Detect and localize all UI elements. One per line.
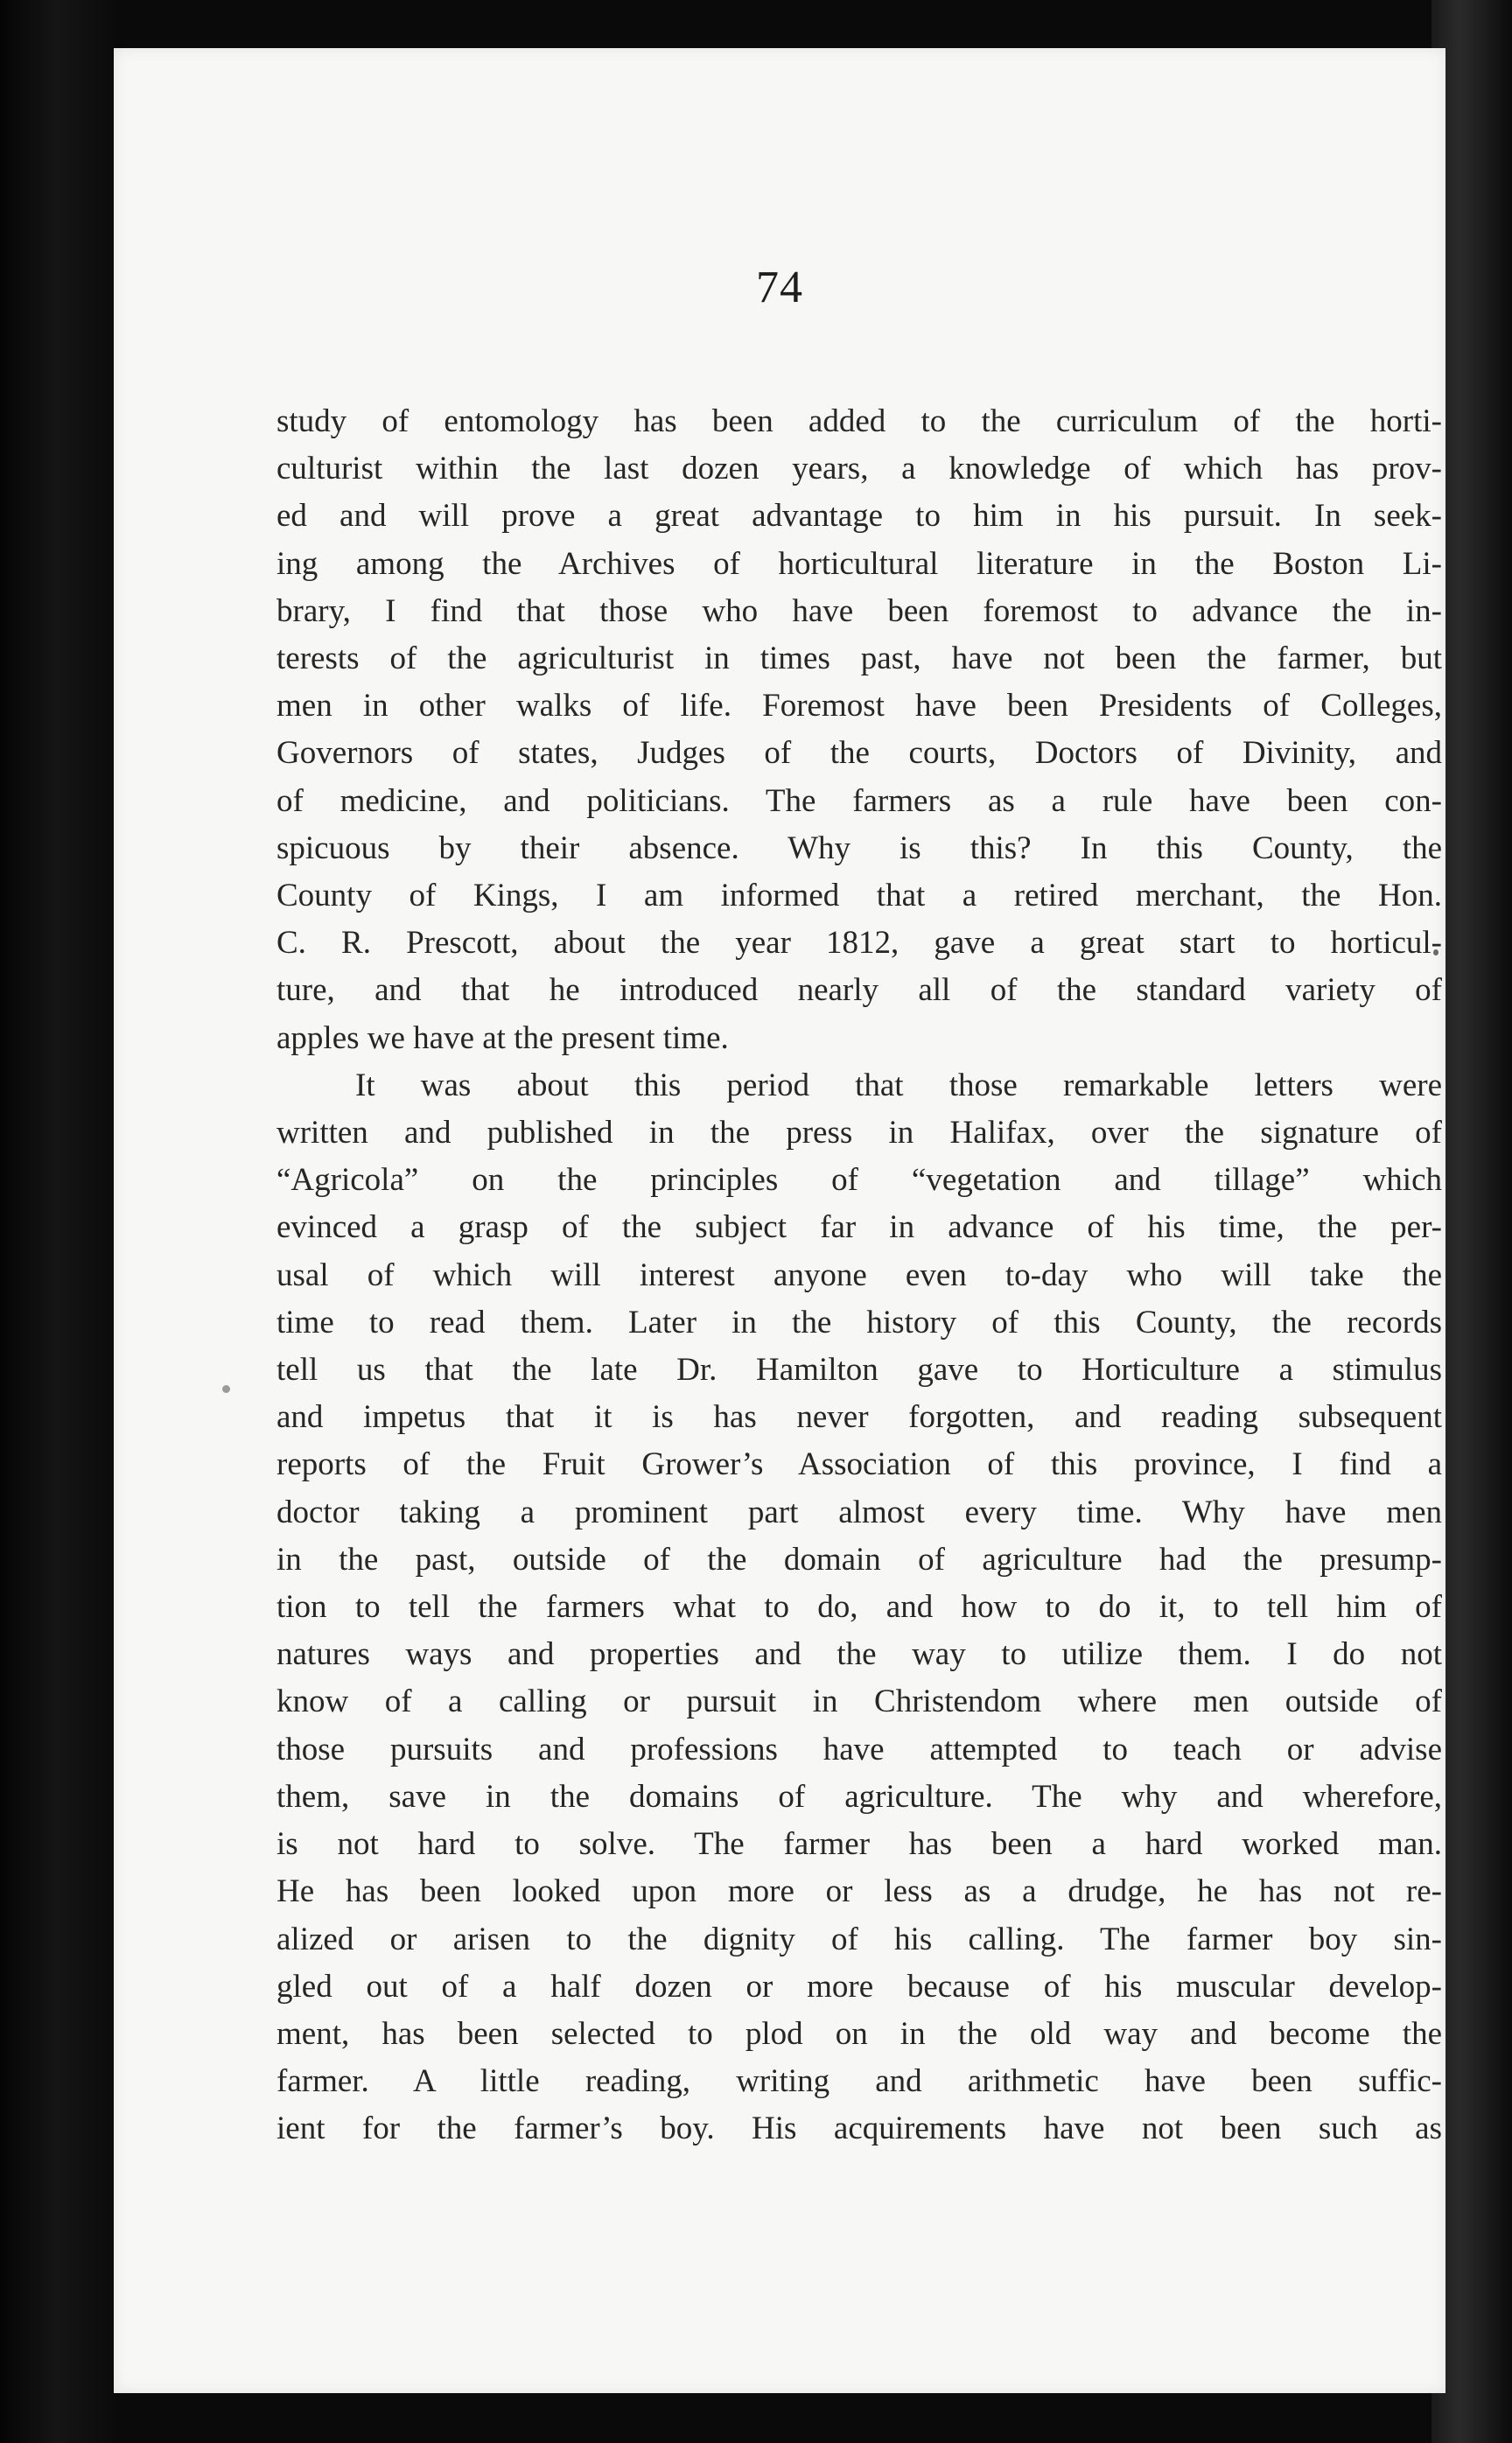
text-line: apples we have at the present time. xyxy=(276,1019,729,1056)
page-body-text xyxy=(276,398,1442,2153)
text-line: time to read them. Later in the history of this County, the records xyxy=(276,1304,1442,1340)
text-line: ing among the Archives of horticultural literature in the Boston Li- xyxy=(276,545,1442,582)
text-line: doctor taking a prominent part almost every time. Why have men xyxy=(276,1494,1442,1530)
text-line: tion to tell the farmers what to do, and how to do it, to tell him of xyxy=(276,1589,1442,1626)
text-line: ient for the farmer’s boy. His acquirements have not been such as xyxy=(276,2110,1442,2147)
text-line: usal of which will interest anyone even to-day who will take the xyxy=(276,1256,1442,1293)
text-line: evinced a grasp of the subject far in advance of his time, the per- xyxy=(276,1209,1442,1246)
text-line-paragraph-start: It was about this period that those remarkable letters were xyxy=(355,1067,1442,1103)
text-line: know of a calling or pursuit in Christendom where men outside of xyxy=(276,1684,1442,1720)
text-line: ed and will prove a great advantage to him in his pursuit. In seek- xyxy=(276,498,1442,535)
text-line: reports of the Fruit Grower’s Association of this province, I find a xyxy=(276,1446,1442,1483)
text-line: natures ways and properties and the way to utilize them. I do not xyxy=(276,1636,1442,1673)
text-line: He has been looked upon more or less as a drudge, he has not re- xyxy=(276,1873,1442,1910)
left-scan-border xyxy=(0,0,114,2443)
book-page xyxy=(114,48,1446,2393)
text-line: farmer. A little reading, writing and arithmetic have been suffic- xyxy=(276,2063,1442,2100)
text-line: County of Kings, I am informed that a retired merchant, the Hon. xyxy=(276,878,1442,914)
page-number: 74 xyxy=(756,262,803,312)
text-line: ture, and that he introduced nearly all of the standard variety of xyxy=(276,972,1442,1009)
text-line: those pursuits and professions have attempted to teach or advise xyxy=(276,1731,1442,1768)
text-line: alized or arisen to the dignity of his calling. The farmer boy sin- xyxy=(276,1921,1442,1957)
text-line: in the past, outside of the domain of agriculture had the presump- xyxy=(276,1541,1442,1578)
text-line: Governors of states, Judges of the courts, Doctors of Divinity, and xyxy=(276,735,1442,772)
text-line: written and published in the press in Halifax, over the signature of xyxy=(276,1115,1442,1152)
text-line: terests of the agriculturist in times past, have not been the farmer, but xyxy=(276,640,1442,677)
text-line: “Agricola” on the principles of “vegetation and tillage” which xyxy=(276,1162,1442,1199)
text-line: C. R. Prescott, about the year 1812, gave a great start to horticul- xyxy=(276,925,1442,962)
text-line: and impetus that it is has never forgotten, and reading subsequent xyxy=(276,1399,1442,1436)
text-line: is not hard to solve. The farmer has been a hard worked man. xyxy=(276,1826,1442,1863)
text-line: gled out of a half dozen or more because of his muscular develop- xyxy=(276,1968,1442,2005)
text-line: tell us that the late Dr. Hamilton gave to Horticulture a stimulus xyxy=(276,1352,1442,1389)
text-line: spicuous by their absence. Why is this? In this County, the xyxy=(276,830,1442,866)
text-line: ment, has been selected to plod on in the old way and become the xyxy=(276,2015,1442,2052)
text-line: study of entomology has been added to the curriculum of the horti- xyxy=(276,403,1442,439)
ink-speck xyxy=(222,1385,230,1393)
text-line: them, save in the domains of agriculture. The why and wherefore, xyxy=(276,1778,1442,1815)
text-line: culturist within the last dozen years, a knowledge of which has prov- xyxy=(276,451,1442,487)
text-line: brary, I find that those who have been foremost to advance the in- xyxy=(276,592,1442,629)
text-line: of medicine, and politicians. The farmers as a rule have been con- xyxy=(276,782,1442,819)
text-line: men in other walks of life. Foremost have been Presidents of Colleges, xyxy=(276,688,1442,724)
